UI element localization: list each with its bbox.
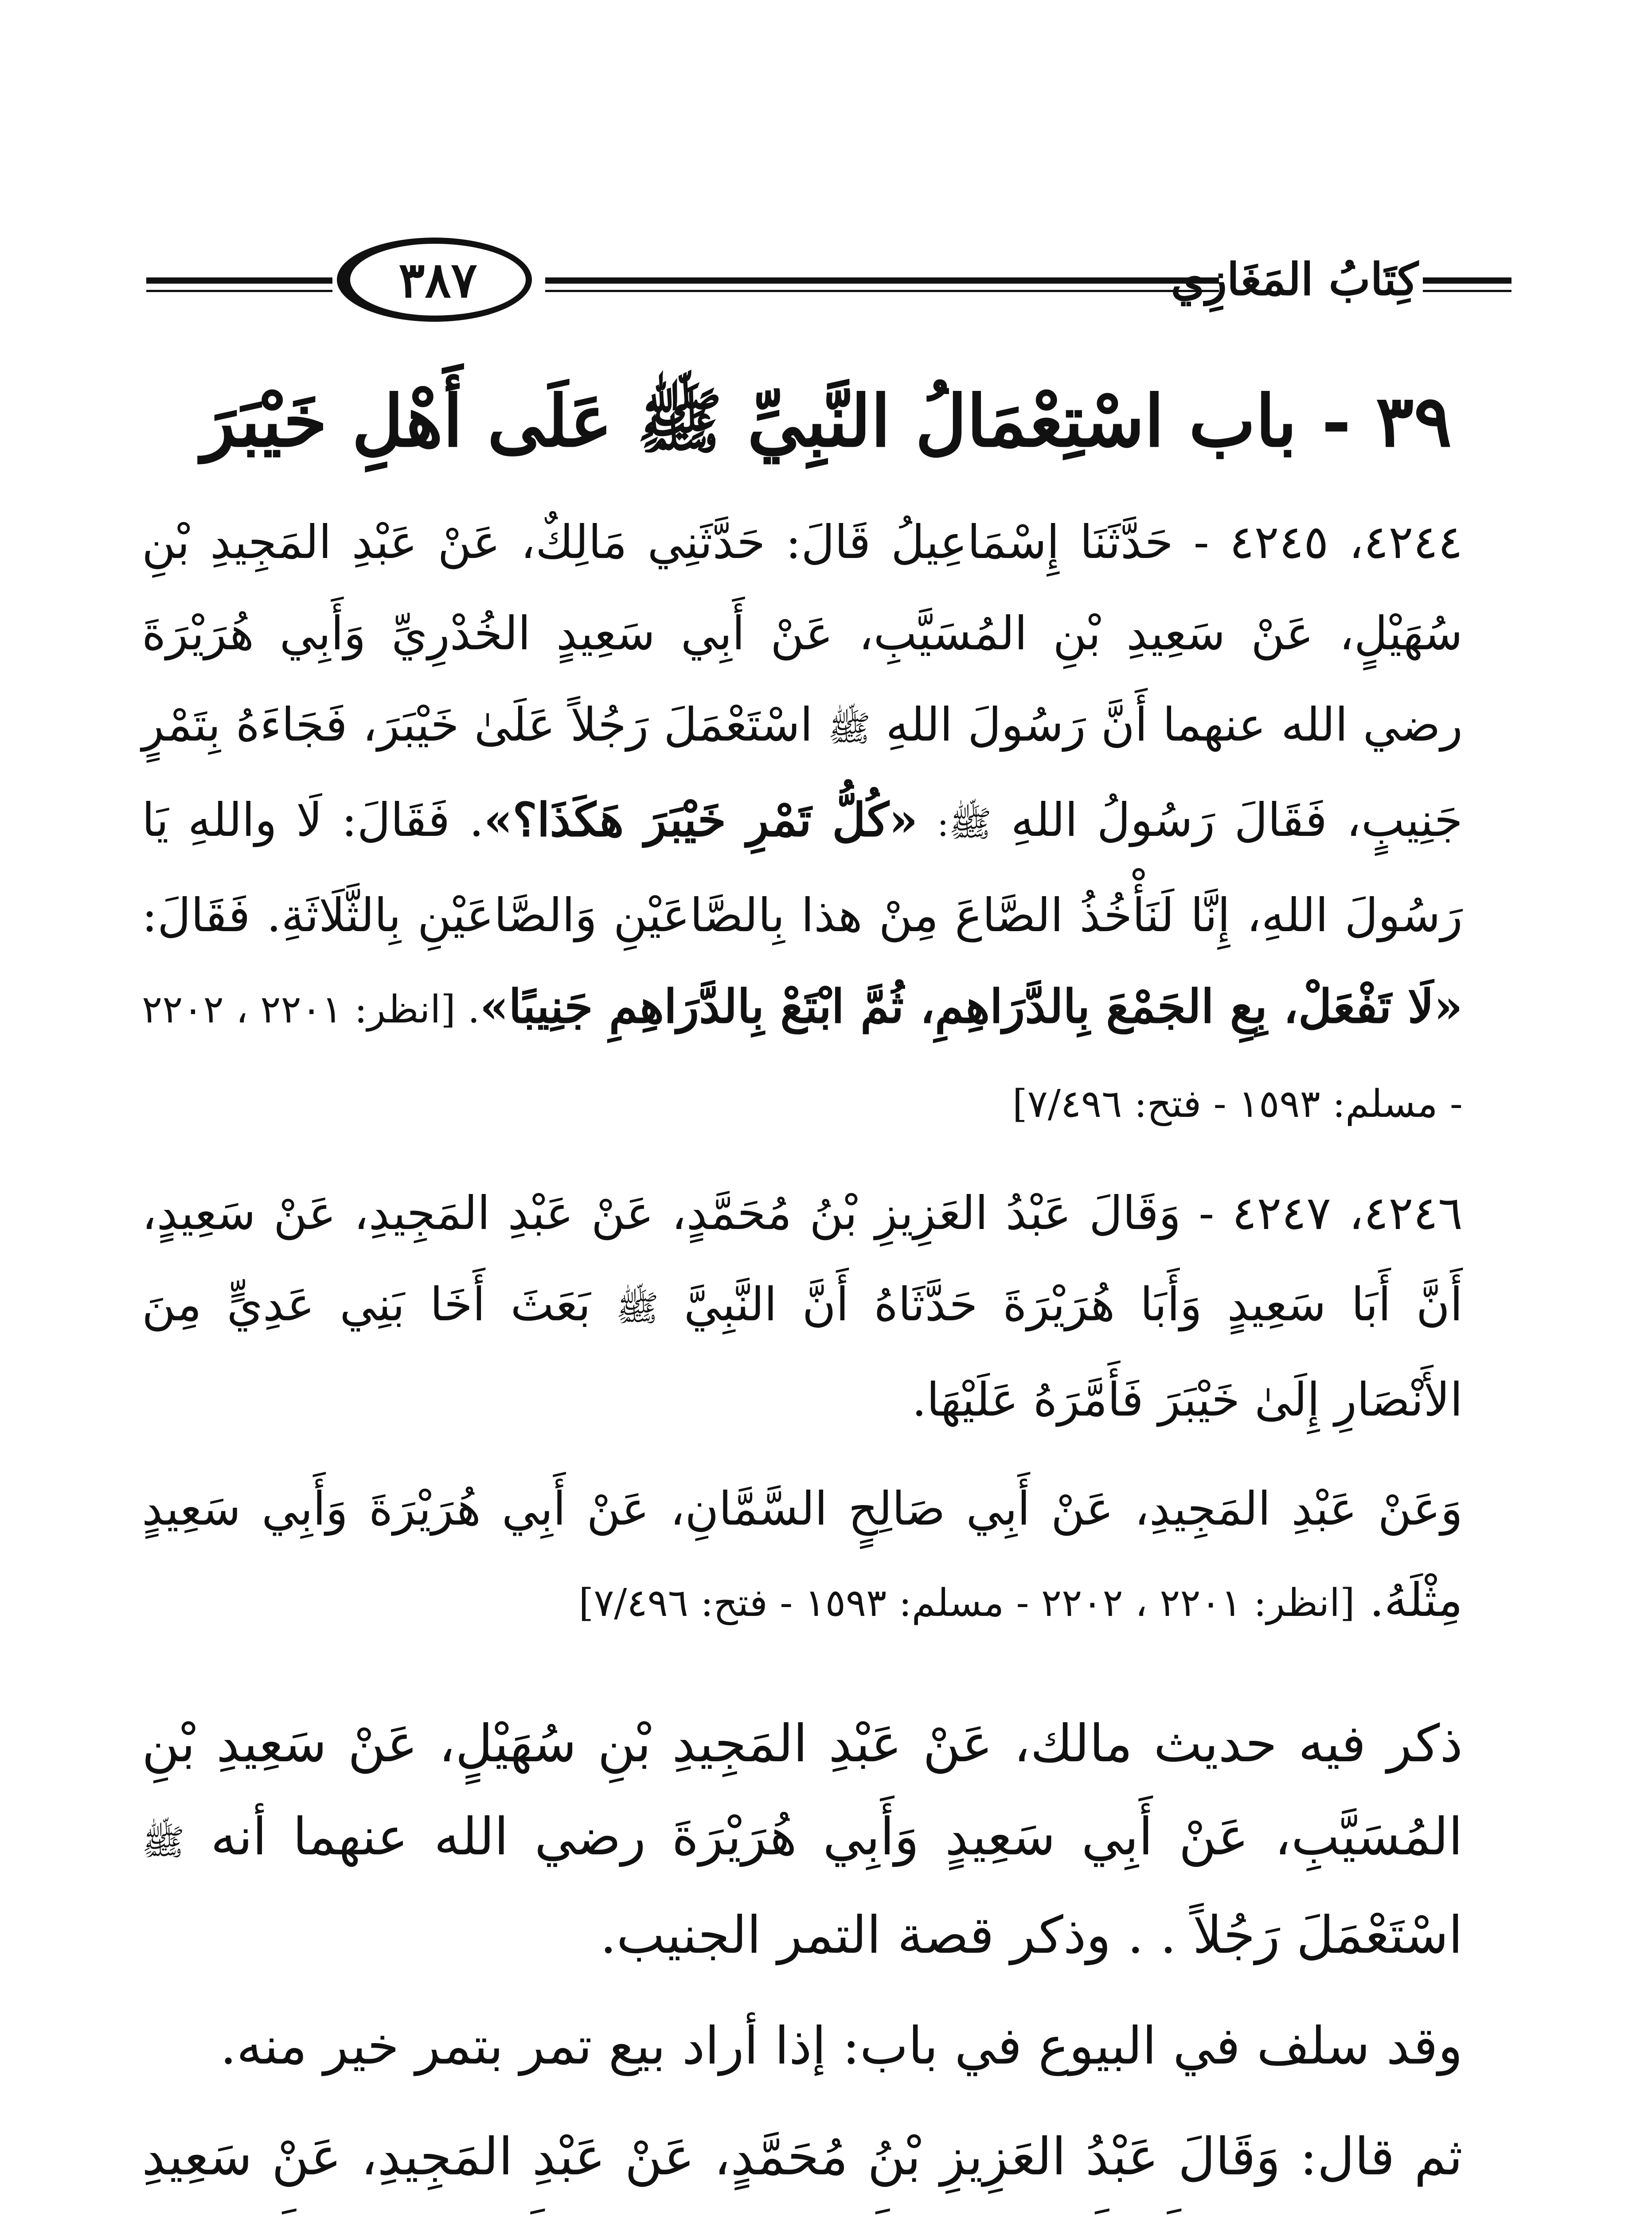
page-number: ٣٨٧ — [337, 238, 532, 322]
salla-ligature: ﷺ: — [937, 803, 992, 844]
header-rule — [545, 290, 1219, 292]
reference: [انظر: ٢٢٠١ ، ٢٢٠٢ - مسلم: ١٥٩٣ - فتح: ٧/٤٩٦] — [578, 1581, 1355, 1625]
chapter-title: ٣٩ - باب اسْتِعْمَالُ النَّبِيِّ ﷺ عَلَى أَهْلِ خَيْبَرَ — [201, 379, 1452, 463]
salla-ligature: ﷺ — [828, 708, 871, 749]
hadith-number: ٤٢٤٦، ٤٢٤٧ - — [1199, 1186, 1463, 1240]
salla-ligature: ﷺ — [616, 1287, 659, 1329]
reference: . [انظر: ٢٢٠١ ، ٢٢٠٢ - مسلم: ١٥٩٣ - فتح: ٧/٤٩٦] — [142, 987, 1463, 1126]
header-rule — [146, 290, 332, 292]
hadith-text: ٤٢٤٤، ٤٢٤٥ - حَدَّثَنَا إِسْمَاعِيلُ قَالَ: حَدَّثَنِي مَالِكٌ، عَنْ عَبْدِ المَجِيدِ بْنِ سُهَيْلٍ، عَنْ سَعِيدِ بْنِ المُسَيَّبِ، عَنْ أَبِي سَعِيدٍ الخُدْرِيِّ وَأَبِي هُرَيْرَةَ رضي الله عنهما أَنَّ رَسُولَ اللهِ ﷺ اسْتَعْمَلَ رَجُلاً عَلَىٰ خَيْبَرَ، فَجَاءَهُ بِتَمْرٍ جَنِيبٍ، فَقَالَ رَسُولُ اللهِ ﷺ: «كُلُّ تَمْرِ خَيْبَرَ هَكَذَا؟». فَقَالَ: لَا واللهِ يَا رَسُولَ اللهِ، إِنَّا لَنَأْخُذُ الصَّاعَ مِنْ هذا بِالصَّاعَيْنِ وَالصَّاعَيْنِ بِالثَّلَاثَةِ. فَقَالَ: «لَا تَفْعَلْ، بِعِ الجَمْعَ بِالدَّرَاهِمِ، ثُمَّ ابْتَعْ بِالدَّرَاهِمِ جَنِيبًا». [انظر: ٢٢٠١ ، ٢٢٠٢ - مسلم: ١٥٩٣ - فتح: ٧/٤٩٦] — [142, 515, 1463, 1126]
book-title: كِتَابُ المَغَازِي — [1171, 253, 1418, 305]
header-rule — [1423, 277, 1511, 284]
prophet-quote: «كُلُّ تَمْرِ خَيْبَرَ هَكَذَا؟» — [484, 792, 918, 847]
commentary-paragraph: ذكر فيه حديث مالك، عَنْ عَبْدِ المَجِيدِ بْنِ سُهَيْلٍ، عَنْ سَعِيدِ بْنِ المُسَيَّبِ، عَنْ أَبِي سَعِيدٍ وَأَبِي هُرَيْرَةَ رضي الله عنهما أنه ﷺ اسْتَعْمَلَ رَجُلاً . . وذكر قصة التمر الجنيب. — [142, 1714, 1463, 1965]
header-rule — [545, 277, 1219, 284]
running-header — [146, 230, 1511, 328]
commentary-paragraph: وقد سلف في البيوع في باب: إذا أراد بيع تمر بتمر خير منه. — [220, 2016, 1463, 2076]
hadith-number: ٤٢٤٤، ٤٢٤٥ - — [1193, 515, 1463, 569]
page-content — [142, 363, 1511, 2216]
header-rule — [1423, 290, 1511, 292]
hadith-text: ٤٢٤٦، ٤٢٤٧ - وَقَالَ عَبْدُ العَزِيزِ بْنُ مُحَمَّدٍ، عَنْ عَبْدِ المَجِيدِ، عَنْ سَعِيدٍ، أَنَّ أَبَا سَعِيدٍ وَأَبَا هُرَيْرَةَ حَدَّثَاهُ أَنَّ النَّبِيَّ ﷺ بَعَثَ أَخَا بَنِي عَدِيٍّ مِنَ الأَنْصَارِ إِلَىٰ خَيْبَرَ فَأَمَّرَهُ عَلَيْهَا. — [142, 1186, 1463, 1427]
salla-ligature: ﷺ — [142, 1822, 185, 1863]
commentary-paragraph: ثم قال: وَقَالَ عَبْدُ العَزِيزِ بْنُ مُحَمَّدٍ، عَنْ عَبْدِ المَجِيدِ، عَنْ سَعِيدِ — [142, 2127, 1463, 2187]
header-rule — [146, 277, 332, 284]
hadith-text: وَعَنْ عَبْدِ المَجِيدِ، عَنْ أَبِي صَالِحٍ السَّمَّانِ، عَنْ أَبِي هُرَيْرَةَ وَأَبِي سَعِيدٍ مِثْلَهُ. [انظر: ٢٢٠١ ، ٢٢٠٢ - مسلم: ١٥٩٣ - فتح: ٧/٤٩٦] — [142, 1482, 1463, 1627]
section-gap — [142, 1649, 1511, 1697]
prophet-quote: «لَا تَفْعَلْ، بِعِ الجَمْعَ بِالدَّرَاهِمِ، ثُمَّ ابْتَعْ بِالدَّرَاهِمِ جَنِيبًا» — [480, 979, 1463, 1034]
